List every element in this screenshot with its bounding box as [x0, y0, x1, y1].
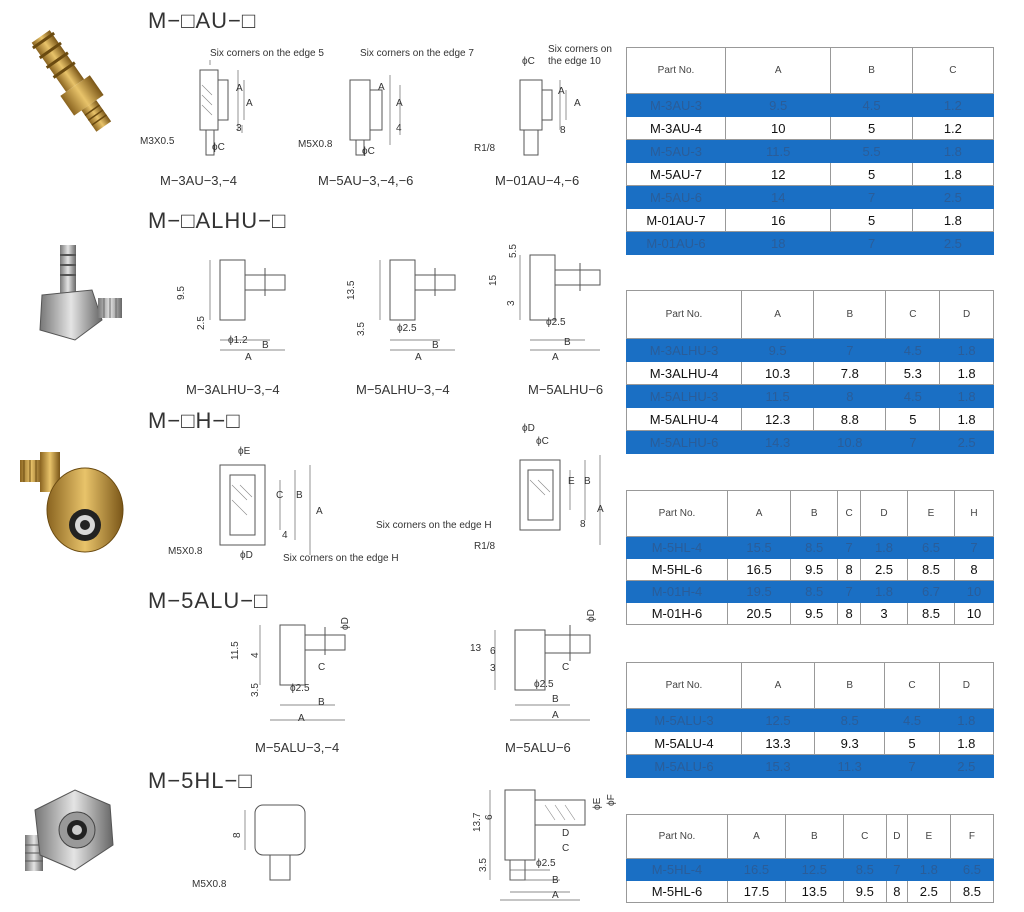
label-phi-d2: ϕD	[586, 609, 597, 622]
value-cell: 7	[838, 537, 861, 559]
value-cell: 2.5	[912, 186, 993, 209]
part-number-cell: M-5ALU-3	[627, 709, 742, 732]
value-cell: 12.5	[742, 709, 815, 732]
value-cell: 7	[831, 232, 912, 255]
note-six-corners-h: Six corners on the edge H	[283, 553, 399, 564]
value-cell: 10	[726, 117, 831, 140]
table-body	[627, 94, 994, 255]
value-cell: 20.5	[728, 603, 791, 625]
table-header: A	[742, 663, 815, 709]
value-cell: 9.5	[843, 881, 886, 903]
table-header: B	[814, 291, 886, 339]
value-cell: 1.8	[940, 339, 994, 362]
drawing-m-01au	[510, 60, 600, 160]
label-4: 4	[282, 530, 288, 541]
section-title-hl: M−5HL−□	[148, 768, 253, 793]
note-six-corners-h2: Six corners on the edge H	[376, 520, 492, 531]
table-row	[627, 94, 994, 117]
label-5-5: 5.5	[508, 244, 519, 258]
value-cell: 12.3	[742, 408, 814, 431]
value-cell: 6.5	[950, 859, 993, 881]
spec-table-alhu	[626, 290, 994, 454]
label-phi-d: ϕD	[240, 550, 253, 561]
label-phi25: ϕ2.5	[290, 683, 310, 694]
table-header: A	[728, 491, 791, 537]
label-c: C	[318, 662, 326, 673]
table-header: C	[843, 815, 886, 859]
value-cell: 19.5	[728, 581, 791, 603]
table-row	[627, 339, 994, 362]
value-cell: 10	[955, 581, 994, 603]
label-15: 15	[488, 274, 499, 286]
label-phi-e: ϕE	[592, 797, 603, 810]
drawing-m-5h	[210, 455, 320, 555]
part-number-cell: M-5ALU-6	[627, 755, 742, 778]
table-row	[627, 408, 994, 431]
value-cell: 13.5	[785, 881, 843, 903]
table-header: A	[742, 291, 814, 339]
value-cell: 9.5	[791, 559, 838, 581]
table-row	[627, 117, 994, 140]
label-phi-d: ϕD	[340, 617, 351, 630]
value-cell: 8	[955, 559, 994, 581]
label-phi-c2: ϕC	[536, 436, 549, 447]
value-cell: 8.5	[843, 859, 886, 881]
label-4: 4	[250, 652, 261, 658]
drawing-m-5alu	[250, 615, 360, 730]
table-header: C	[886, 291, 940, 339]
label-3-5: 3.5	[478, 858, 489, 872]
label-a2: A	[597, 504, 604, 515]
value-cell: 2.5	[939, 755, 993, 778]
thread-label-m5: M5X0.8	[168, 546, 203, 557]
caption-m-3au: M−3AU−3,−4	[160, 173, 237, 188]
value-cell: 1.8	[912, 209, 993, 232]
value-cell: 1.2	[912, 117, 993, 140]
table-header: D	[940, 291, 994, 339]
drawing-m-3au	[180, 55, 280, 160]
value-cell: 4.5	[886, 385, 940, 408]
value-cell: 8	[838, 603, 861, 625]
value-cell: 1.8	[912, 163, 993, 186]
label-c: ϕC	[362, 146, 375, 157]
part-number-cell: M-3AU-3	[627, 94, 726, 117]
label-phi25b: ϕ2.5	[534, 679, 554, 690]
table-body	[627, 859, 994, 903]
label-b: B	[552, 875, 559, 886]
table-header: D	[886, 815, 907, 859]
value-cell: 5	[886, 408, 940, 431]
table-header: Part No.	[627, 663, 742, 709]
part-number-cell: M-5HL-6	[627, 559, 728, 581]
thread-label-m5: M5X0.8	[192, 879, 227, 890]
value-cell: 16	[726, 209, 831, 232]
value-cell: 3	[860, 603, 907, 625]
table-header: Part No.	[627, 815, 728, 859]
value-cell: 18	[726, 232, 831, 255]
part-number-cell: M-3ALHU-4	[627, 362, 742, 385]
value-cell: 10.3	[742, 362, 814, 385]
value-cell: 1.8	[940, 385, 994, 408]
section-title-alu: M−5ALU−□	[148, 588, 269, 613]
label-3: 3	[490, 663, 496, 674]
value-cell: 2.5	[907, 881, 950, 903]
label-a: A	[552, 890, 559, 901]
part-number-cell: M-01H-4	[627, 581, 728, 603]
value-cell: 13.3	[742, 732, 815, 755]
drawing-m-5au	[340, 55, 440, 160]
value-cell: 7	[886, 431, 940, 454]
label-3: 3	[506, 300, 517, 306]
table-header: C	[912, 48, 993, 94]
table-header: A	[728, 815, 786, 859]
label-a: A	[298, 713, 305, 724]
caption-m-5alhu: M−5ALHU−3,−4	[356, 382, 450, 397]
table-header: B	[831, 48, 912, 94]
value-cell: 4.5	[885, 709, 939, 732]
table-header: E	[907, 815, 950, 859]
table-header: F	[950, 815, 993, 859]
value-cell: 7	[885, 755, 939, 778]
table-body	[627, 709, 994, 778]
table-row	[627, 859, 994, 881]
value-cell: 1.8	[940, 362, 994, 385]
value-cell: 15.3	[742, 755, 815, 778]
label-11-5: 11.5	[230, 641, 241, 660]
table-header: Part No.	[627, 291, 742, 339]
product-photo-alhu	[30, 240, 130, 350]
thread-label-m3: M3X0.5	[140, 136, 175, 147]
value-cell: 5.3	[886, 362, 940, 385]
table-row	[627, 603, 994, 625]
spec-table-h	[626, 490, 994, 625]
caption-m-3alhu: M−3ALHU−3,−4	[186, 382, 280, 397]
drawing-m-5alu-6	[490, 610, 600, 730]
table-header: H	[955, 491, 994, 537]
value-cell: 8	[814, 385, 886, 408]
value-cell: 7	[838, 581, 861, 603]
table-row	[627, 232, 994, 255]
table-body	[627, 537, 994, 625]
value-cell: 1.8	[939, 709, 993, 732]
value-cell: 10.8	[814, 431, 886, 454]
label-d: D	[562, 828, 570, 839]
value-cell: 4.5	[886, 339, 940, 362]
label-6: 6	[484, 814, 495, 820]
label-a3: A	[552, 352, 559, 363]
table-header: Part No.	[627, 48, 726, 94]
value-cell: 5	[885, 732, 939, 755]
table-header: D	[860, 491, 907, 537]
label-b2: B	[584, 476, 591, 487]
label-3: 3	[236, 123, 242, 134]
label-3-5: 3.5	[356, 322, 367, 336]
label-e: E	[568, 476, 575, 487]
value-cell: 16.5	[728, 559, 791, 581]
value-cell: 9.5	[791, 603, 838, 625]
label-a2: A	[415, 352, 422, 363]
table-header: Part No.	[627, 491, 728, 537]
value-cell: 8.5	[814, 709, 884, 732]
value-cell: 7	[955, 537, 994, 559]
label-phi25: ϕ2.5	[397, 323, 417, 334]
table-row	[627, 186, 994, 209]
value-cell: 9.5	[742, 339, 814, 362]
value-cell: 6.7	[908, 581, 955, 603]
spec-table-au	[626, 47, 994, 255]
label-c2: C	[562, 662, 570, 673]
thread-label-m5: M5X0.8	[298, 139, 333, 150]
value-cell: 10	[955, 603, 994, 625]
table-row	[627, 755, 994, 778]
value-cell: 8.5	[908, 559, 955, 581]
value-cell: 14.3	[742, 431, 814, 454]
value-cell: 16.5	[728, 859, 786, 881]
table-row	[627, 163, 994, 186]
value-cell: 7	[831, 186, 912, 209]
spec-table-hl	[626, 814, 994, 903]
thread-label-r18: R1/8	[474, 541, 496, 552]
table-header: B	[814, 663, 884, 709]
product-photo-h	[15, 440, 125, 560]
value-cell: 17.5	[728, 881, 786, 903]
value-cell: 2.5	[860, 559, 907, 581]
label-b2: B	[432, 340, 439, 351]
label-c: C	[562, 843, 570, 854]
part-number-cell: M-3ALHU-3	[627, 339, 742, 362]
part-number-cell: M-01AU-7	[627, 209, 726, 232]
part-number-cell: M-5HL-4	[627, 859, 728, 881]
value-cell: 4.5	[831, 94, 912, 117]
table-header: D	[939, 663, 993, 709]
label-b: A	[558, 86, 565, 97]
label-a2: A	[552, 710, 559, 721]
label-c: ϕC	[522, 56, 535, 67]
part-number-cell: M-5HL-6	[627, 881, 728, 903]
table-row	[627, 209, 994, 232]
label-13-5: 13.5	[346, 280, 357, 300]
label-9-5: 9.5	[176, 286, 187, 300]
label-6: 6	[490, 646, 496, 657]
table-header: C	[885, 663, 939, 709]
value-cell: 2.5	[940, 431, 994, 454]
label-a: A	[246, 98, 253, 109]
note-six-corners-10a: Six corners on	[548, 44, 612, 55]
table-header: E	[908, 491, 955, 537]
label-phi-f: ϕF	[606, 794, 617, 806]
label-phi25b: ϕ2.5	[546, 317, 566, 328]
drawing-m-5hl-top	[250, 800, 320, 890]
value-cell: 1.8	[940, 408, 994, 431]
value-cell: 5	[831, 163, 912, 186]
label-8: 8	[580, 519, 586, 530]
label-3-5: 3.5	[250, 683, 261, 697]
caption-m-5alu: M−5ALU−3,−4	[255, 740, 340, 755]
part-number-cell: M-5ALHU-6	[627, 431, 742, 454]
value-cell: 8	[886, 881, 907, 903]
label-a: A	[574, 98, 581, 109]
product-photo-hl	[15, 770, 125, 890]
drawing-m-3alhu	[205, 250, 305, 360]
label-b: A	[236, 83, 243, 94]
value-cell: 9.5	[726, 94, 831, 117]
table-row	[627, 431, 994, 454]
table-row	[627, 559, 994, 581]
value-cell: 5	[831, 117, 912, 140]
label-13-7: 13.7	[472, 812, 483, 832]
value-cell: 8.5	[908, 603, 955, 625]
part-number-cell: M-5HL-4	[627, 537, 728, 559]
part-number-cell: M-5AU-3	[627, 140, 726, 163]
value-cell: 11.5	[742, 385, 814, 408]
label-a: A	[396, 98, 403, 109]
value-cell: 1.8	[907, 859, 950, 881]
label-phi-e: ϕE	[238, 446, 251, 457]
drawing-m-01h	[510, 440, 610, 550]
caption-m-5alu-6: M−5ALU−6	[505, 740, 571, 755]
value-cell: 8.5	[791, 537, 838, 559]
caption-m-5alhu-6: M−5ALHU−6	[528, 382, 604, 397]
table-row	[627, 385, 994, 408]
value-cell: 1.8	[860, 537, 907, 559]
label-c: C	[276, 490, 284, 501]
value-cell: 7.8	[814, 362, 886, 385]
label-8: 8	[560, 125, 566, 136]
value-cell: 11.5	[726, 140, 831, 163]
value-cell: 8.5	[950, 881, 993, 903]
label-13: 13	[470, 643, 482, 654]
value-cell: 8	[838, 559, 861, 581]
label-4: 4	[396, 123, 402, 134]
note-six-corners-10b: the edge 10	[548, 56, 601, 67]
label-b: B	[296, 490, 303, 501]
part-number-cell: M-3AU-4	[627, 117, 726, 140]
thread-label-r18: R1/8	[474, 143, 496, 154]
part-number-cell: M-5AU-6	[627, 186, 726, 209]
label-c: ϕC	[212, 142, 225, 153]
caption-m-5au: M−5AU−3,−4,−6	[318, 173, 414, 188]
section-title-h: M−□H−□	[148, 408, 241, 433]
table-row	[627, 881, 994, 903]
part-number-cell: M-5ALHU-3	[627, 385, 742, 408]
note-six-corners-5: Six corners on the edge 5	[210, 48, 324, 59]
value-cell: 7	[886, 859, 907, 881]
value-cell: 1.8	[912, 140, 993, 163]
label-b: B	[318, 697, 325, 708]
value-cell: 1.8	[939, 732, 993, 755]
value-cell: 12.5	[785, 859, 843, 881]
value-cell: 11.3	[814, 755, 884, 778]
part-number-cell: M-5AU-7	[627, 163, 726, 186]
table-header: C	[838, 491, 861, 537]
part-number-cell: M-5ALU-4	[627, 732, 742, 755]
table-row	[627, 732, 994, 755]
note-six-corners-7: Six corners on the edge 7	[360, 48, 474, 59]
section-title-au: M−□AU−□	[148, 8, 257, 33]
value-cell: 1.8	[860, 581, 907, 603]
value-cell: 8.5	[791, 581, 838, 603]
table-row	[627, 581, 994, 603]
table-header: A	[726, 48, 831, 94]
section-title-alhu: M−□ALHU−□	[148, 208, 287, 233]
value-cell: 1.2	[912, 94, 993, 117]
value-cell: 6.5	[908, 537, 955, 559]
label-phi25: ϕ2.5	[536, 858, 556, 869]
value-cell: 14	[726, 186, 831, 209]
table-row	[627, 362, 994, 385]
drawing-m-5alhu	[375, 250, 475, 360]
value-cell: 5.5	[831, 140, 912, 163]
value-cell: 12	[726, 163, 831, 186]
part-number-cell: M-5ALHU-4	[627, 408, 742, 431]
spec-table-alu	[626, 662, 994, 778]
value-cell: 7	[814, 339, 886, 362]
table-row	[627, 537, 994, 559]
table-header: B	[791, 491, 838, 537]
label-2-5: 2.5	[196, 316, 207, 330]
label-phi12: ϕ1.2	[228, 335, 248, 346]
value-cell: 8.8	[814, 408, 886, 431]
label-a: A	[316, 506, 323, 517]
product-photo-au	[20, 20, 130, 145]
label-phi-d2: ϕD	[522, 423, 535, 434]
value-cell: 5	[831, 209, 912, 232]
label-b2: B	[552, 694, 559, 705]
label-b: B	[262, 340, 269, 351]
label-b: A	[378, 82, 385, 93]
part-number-cell: M-01H-6	[627, 603, 728, 625]
table-body	[627, 339, 994, 454]
label-8: 8	[232, 832, 243, 838]
value-cell: 2.5	[912, 232, 993, 255]
caption-m-01au: M−01AU−4,−6	[495, 173, 580, 188]
value-cell: 15.5	[728, 537, 791, 559]
table-header: B	[785, 815, 843, 859]
table-row	[627, 709, 994, 732]
part-number-cell: M-01AU-6	[627, 232, 726, 255]
label-a: A	[245, 352, 252, 363]
label-b3: B	[564, 337, 571, 348]
value-cell: 9.3	[814, 732, 884, 755]
table-row	[627, 140, 994, 163]
